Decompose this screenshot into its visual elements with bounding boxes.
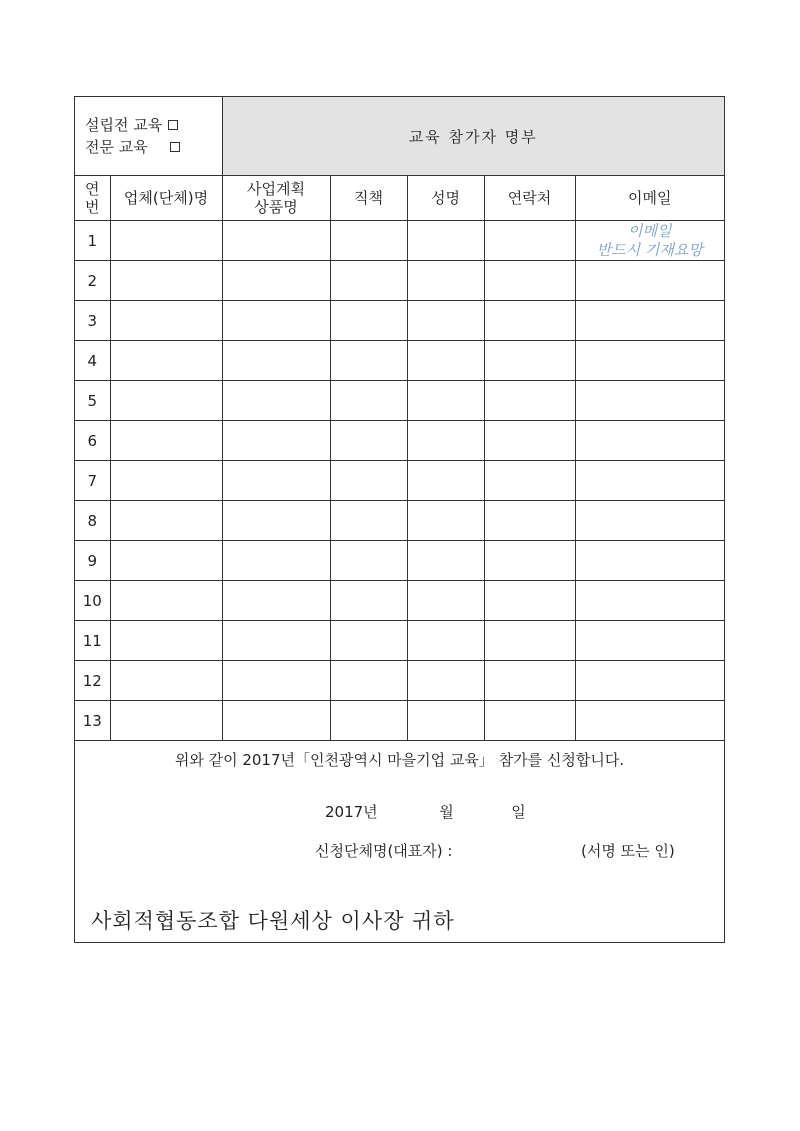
position-cell[interactable]: [330, 261, 407, 301]
email-cell[interactable]: [575, 421, 724, 461]
column-header-plan: [222, 176, 330, 221]
email-cell[interactable]: [575, 541, 724, 581]
date-year: 2017년: [325, 803, 378, 821]
position-cell[interactable]: [330, 461, 407, 501]
position-cell[interactable]: [330, 581, 407, 621]
position-cell[interactable]: [330, 501, 407, 541]
email-cell[interactable]: [575, 581, 724, 621]
position-cell[interactable]: [330, 341, 407, 381]
form-title: 교육 참가자 명부: [222, 97, 724, 176]
name-cell[interactable]: [407, 221, 484, 261]
contact-cell[interactable]: [484, 581, 575, 621]
email-cell[interactable]: [575, 501, 724, 541]
row-number: 9: [75, 541, 110, 581]
name-cell[interactable]: [407, 701, 484, 741]
column-header-no-line: 연: [85, 180, 100, 198]
plan-cell[interactable]: [222, 421, 330, 461]
row-number: 2: [75, 261, 110, 301]
position-cell[interactable]: [330, 381, 407, 421]
application-date: [325, 801, 526, 822]
date-day: 일: [511, 803, 526, 821]
table-row: [75, 661, 724, 701]
org-cell[interactable]: [110, 541, 222, 581]
org-cell[interactable]: [110, 461, 222, 501]
plan-cell[interactable]: [222, 341, 330, 381]
position-cell[interactable]: [330, 541, 407, 581]
position-cell[interactable]: [330, 621, 407, 661]
contact-cell[interactable]: [484, 501, 575, 541]
email-cell: [575, 221, 724, 261]
participant-table: [75, 97, 724, 741]
column-header-org: 업체(단체)명: [110, 176, 222, 221]
org-cell[interactable]: [110, 301, 222, 341]
email-cell[interactable]: [575, 701, 724, 741]
checkbox-icon[interactable]: [170, 142, 180, 152]
row-number: 8: [75, 501, 110, 541]
email-note-line: 이메일: [628, 221, 672, 240]
position-cell[interactable]: [330, 421, 407, 461]
email-cell[interactable]: [575, 261, 724, 301]
contact-cell[interactable]: [484, 541, 575, 581]
org-cell[interactable]: [110, 261, 222, 301]
addressee: 사회적협동조합 다원세상 이사장 귀하: [91, 909, 455, 933]
row-number: 3: [75, 301, 110, 341]
contact-cell[interactable]: [484, 341, 575, 381]
table-row: [75, 421, 724, 461]
column-header-no-line: 번: [85, 198, 100, 216]
education-type-cell: [75, 97, 222, 176]
email-cell[interactable]: [575, 621, 724, 661]
plan-cell[interactable]: [222, 541, 330, 581]
org-cell[interactable]: [110, 701, 222, 741]
email-note-line: 반드시 기재요망: [596, 240, 703, 259]
plan-cell[interactable]: [222, 221, 330, 261]
table-row: [75, 221, 724, 261]
row-number: 6: [75, 421, 110, 461]
contact-cell[interactable]: [484, 461, 575, 501]
email-cell[interactable]: [575, 461, 724, 501]
column-header-name: 성명: [407, 176, 484, 221]
table-row: [75, 701, 724, 741]
org-cell[interactable]: [110, 621, 222, 661]
name-cell[interactable]: [407, 581, 484, 621]
signature-label: (서명 또는 인): [581, 842, 675, 860]
org-cell[interactable]: [110, 661, 222, 701]
contact-cell[interactable]: [484, 221, 575, 261]
education-type-option[interactable]: [85, 136, 222, 158]
education-type-label: 전문 교육: [85, 138, 148, 156]
name-cell[interactable]: [407, 261, 484, 301]
row-number: 1: [75, 221, 110, 261]
table-row: [75, 261, 724, 301]
email-cell[interactable]: [575, 381, 724, 421]
plan-cell[interactable]: [222, 381, 330, 421]
checkbox-icon[interactable]: [168, 120, 178, 130]
plan-cell[interactable]: [222, 461, 330, 501]
plan-cell[interactable]: [222, 701, 330, 741]
contact-cell[interactable]: [484, 301, 575, 341]
education-type-option[interactable]: [85, 114, 222, 136]
name-cell[interactable]: [407, 421, 484, 461]
row-number: 5: [75, 381, 110, 421]
org-cell[interactable]: [110, 581, 222, 621]
table-row: [75, 301, 724, 341]
table-row: [75, 621, 724, 661]
org-cell[interactable]: [110, 341, 222, 381]
position-cell[interactable]: [330, 701, 407, 741]
row-number: 13: [75, 701, 110, 741]
email-cell[interactable]: [575, 341, 724, 381]
email-cell[interactable]: [575, 301, 724, 341]
name-cell[interactable]: [407, 501, 484, 541]
contact-cell[interactable]: [484, 421, 575, 461]
org-cell[interactable]: [110, 421, 222, 461]
contact-cell[interactable]: [484, 621, 575, 661]
column-header-plan-line: 사업계획: [247, 180, 305, 198]
org-cell[interactable]: [110, 501, 222, 541]
name-cell[interactable]: [407, 341, 484, 381]
row-number: 11: [75, 621, 110, 661]
org-cell[interactable]: [110, 381, 222, 421]
contact-cell[interactable]: [484, 381, 575, 421]
education-type-label: 설립전 교육: [85, 116, 163, 134]
date-month: 월: [439, 803, 454, 821]
table-row: [75, 461, 724, 501]
plan-cell[interactable]: [222, 621, 330, 661]
table-row: [75, 541, 724, 581]
name-cell[interactable]: [407, 621, 484, 661]
name-cell[interactable]: [407, 381, 484, 421]
applicant-label: 신청단체명(대표자) :: [315, 842, 453, 860]
row-number: 4: [75, 341, 110, 381]
plan-cell[interactable]: [222, 581, 330, 621]
row-number: 10: [75, 581, 110, 621]
column-header-plan-line: 상품명: [254, 198, 298, 216]
position-cell[interactable]: [330, 221, 407, 261]
plan-cell[interactable]: [222, 501, 330, 541]
plan-cell[interactable]: [222, 301, 330, 341]
form-footer: [75, 741, 724, 939]
column-header-email: 이메일: [575, 176, 724, 221]
application-statement: 위와 같이 2017년「인천광역시 마을기업 교육」 참가를 신청합니다.: [174, 751, 625, 769]
position-cell[interactable]: [330, 661, 407, 701]
position-cell[interactable]: [330, 301, 407, 341]
name-cell[interactable]: [407, 301, 484, 341]
column-header-position: 직책: [330, 176, 407, 221]
column-header-contact: 연락처: [484, 176, 575, 221]
contact-cell[interactable]: [484, 261, 575, 301]
column-header-no: [75, 176, 110, 221]
contact-cell[interactable]: [484, 661, 575, 701]
table-row: [75, 501, 724, 541]
row-number: 7: [75, 461, 110, 501]
application-form: [74, 96, 725, 943]
table-row: [75, 581, 724, 621]
org-cell[interactable]: [110, 221, 222, 261]
table-row: [75, 381, 724, 421]
name-cell[interactable]: [407, 461, 484, 501]
email-cell[interactable]: [575, 661, 724, 701]
name-cell[interactable]: [407, 661, 484, 701]
name-cell[interactable]: [407, 541, 484, 581]
plan-cell[interactable]: [222, 661, 330, 701]
row-number: 12: [75, 661, 110, 701]
contact-cell[interactable]: [484, 701, 575, 741]
table-row: [75, 341, 724, 381]
plan-cell[interactable]: [222, 261, 330, 301]
